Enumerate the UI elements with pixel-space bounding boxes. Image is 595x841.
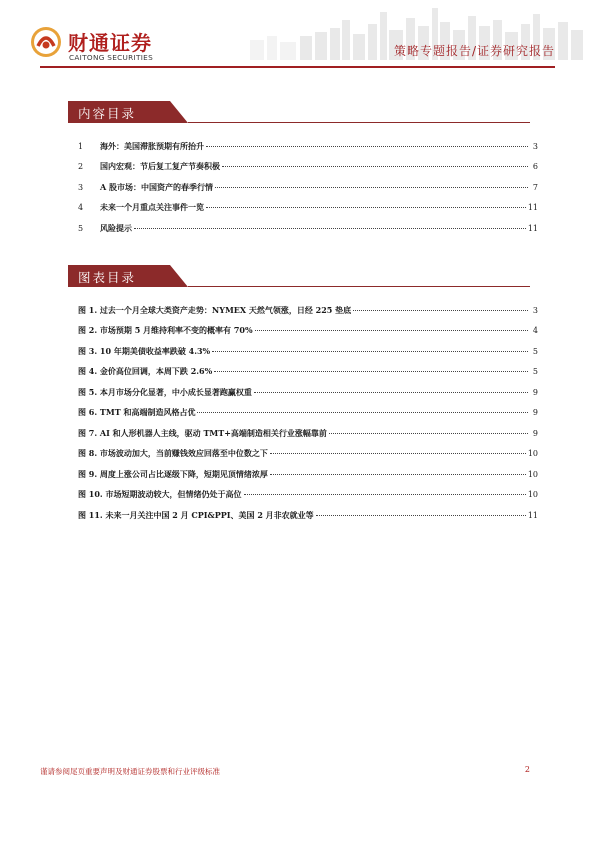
figure-list-item[interactable] xyxy=(78,387,538,401)
toc-leader-dots xyxy=(206,146,528,147)
figure-list-item[interactable] xyxy=(78,428,538,442)
toc-item-page: 11 xyxy=(527,203,538,212)
figures-section-tab xyxy=(68,265,188,287)
figure-item-title: 图 8. 市场波动加大，当前赚钱效应回落至中位数之下 xyxy=(78,448,268,458)
toc-item[interactable] xyxy=(78,223,538,237)
figure-list-item[interactable] xyxy=(78,366,538,380)
figure-item-title: 图 1. 过去一个月全球大类资产走势：NYMEX 天然气领涨，日经 225 垫底 xyxy=(78,305,352,315)
figure-leader-dots xyxy=(270,453,526,454)
figure-list-item[interactable] xyxy=(78,325,538,339)
figure-leader-dots xyxy=(353,310,528,311)
figure-item-title: 图 5. 本月市场分化显著，中小成长显著跑赢权重 xyxy=(78,387,252,397)
toc-item-number: 1 xyxy=(78,142,84,151)
figure-item-title: 图 9. 周度上涨公司占比逐级下降，短期见顶情绪浓厚 xyxy=(78,469,268,479)
figure-item-page: 9 xyxy=(532,429,538,438)
figure-item-page: 5 xyxy=(532,367,538,376)
contents-divider xyxy=(188,122,530,123)
figure-item-page: 3 xyxy=(532,306,538,315)
page-number: 2 xyxy=(524,765,530,774)
figure-list-item[interactable] xyxy=(78,407,538,421)
figure-list-item[interactable] xyxy=(78,510,538,524)
figure-item-page: 11 xyxy=(527,511,538,520)
toc-leader-dots xyxy=(134,228,526,229)
toc-item[interactable] xyxy=(78,182,538,196)
figure-list-item[interactable] xyxy=(78,305,538,319)
figures-divider xyxy=(188,286,530,287)
logo-english-name: CAITONG SECURITIES xyxy=(69,53,154,62)
toc-item-page: 11 xyxy=(527,224,538,233)
figure-item-page: 9 xyxy=(532,388,538,397)
caitong-logo-mark-icon xyxy=(30,26,62,58)
figure-item-title: 图 10. 市场短期波动较大，但情绪仍处于高位 xyxy=(78,489,242,499)
figure-list-item[interactable] xyxy=(78,489,538,503)
figure-item-page: 9 xyxy=(532,408,538,417)
figure-item-title: 图 3. 10 年期美债收益率跌破 4.3% xyxy=(78,346,211,356)
report-type-label: 策略专题报告/证券研究报告 xyxy=(393,44,555,58)
figure-leader-dots xyxy=(329,433,528,434)
figure-list-item[interactable] xyxy=(78,469,538,483)
toc-item-title: 风险提示 xyxy=(100,223,132,233)
figure-leader-dots xyxy=(316,515,526,516)
figure-leader-dots xyxy=(212,351,528,352)
figure-item-title: 图 4. 金价高位回调，本周下跌 2.6% xyxy=(78,366,213,376)
figure-item-title: 图 2. 市场预期 5 月维持利率不变的概率有 70% xyxy=(78,325,253,335)
figure-item-title: 图 6. TMT 和高端制造风格占优 xyxy=(78,407,196,417)
figure-item-page: 4 xyxy=(532,326,538,335)
figure-leader-dots xyxy=(255,330,528,331)
figure-list-item[interactable] xyxy=(78,448,538,462)
figures-heading: 图表目录 xyxy=(78,270,137,285)
figure-leader-dots xyxy=(254,392,528,393)
page-header xyxy=(0,0,595,72)
toc-item-title: 国内宏观：节后复工复产节奏积极 xyxy=(100,161,220,171)
header-divider xyxy=(40,66,555,68)
caitong-logo xyxy=(30,26,180,66)
toc-leader-dots xyxy=(215,187,528,188)
figure-item-page: 10 xyxy=(527,470,538,479)
toc-item[interactable] xyxy=(78,141,538,155)
figure-item-title: 图 7. AI 和人形机器人主线，驱动 TMT+高端制造相关行业涨幅靠前 xyxy=(78,428,327,438)
toc-item[interactable] xyxy=(78,161,538,175)
figure-item-title: 图 11. 未来一月关注中国 2 月 CPI&PPI、美国 2 月非农就业等 xyxy=(78,510,314,520)
figure-leader-dots xyxy=(214,371,528,372)
toc-item-title: 未来一个月重点关注事件一览 xyxy=(100,202,204,212)
toc-item-title: A 股市场：中国资产的春季行情 xyxy=(100,182,213,192)
toc-item-number: 3 xyxy=(78,183,84,192)
toc-item-page: 6 xyxy=(532,162,538,171)
toc-leader-dots xyxy=(222,166,528,167)
figure-item-page: 10 xyxy=(527,490,538,499)
figure-leader-dots xyxy=(244,494,526,495)
figure-item-page: 5 xyxy=(532,347,538,356)
toc-item-number: 4 xyxy=(78,203,84,212)
contents-heading: 内容目录 xyxy=(78,106,137,121)
figure-leader-dots xyxy=(197,412,528,413)
toc-item-page: 3 xyxy=(532,142,538,151)
toc-item-title: 海外：美国滞胀预期有所抬升 xyxy=(100,141,204,151)
toc-item-number: 5 xyxy=(78,224,84,233)
contents-section-tab xyxy=(68,101,188,123)
toc-item-number: 2 xyxy=(78,162,84,171)
logo-chinese-name: 财通证券 xyxy=(68,31,152,55)
toc-leader-dots xyxy=(206,207,526,208)
figure-item-page: 10 xyxy=(527,449,538,458)
toc-item-page: 7 xyxy=(532,183,538,192)
figure-leader-dots xyxy=(270,474,526,475)
disclaimer-footer: 谨请参阅尾页重要声明及财通证券股票和行业评级标准 xyxy=(40,767,220,776)
figure-list-item[interactable] xyxy=(78,346,538,360)
toc-item[interactable] xyxy=(78,202,538,216)
